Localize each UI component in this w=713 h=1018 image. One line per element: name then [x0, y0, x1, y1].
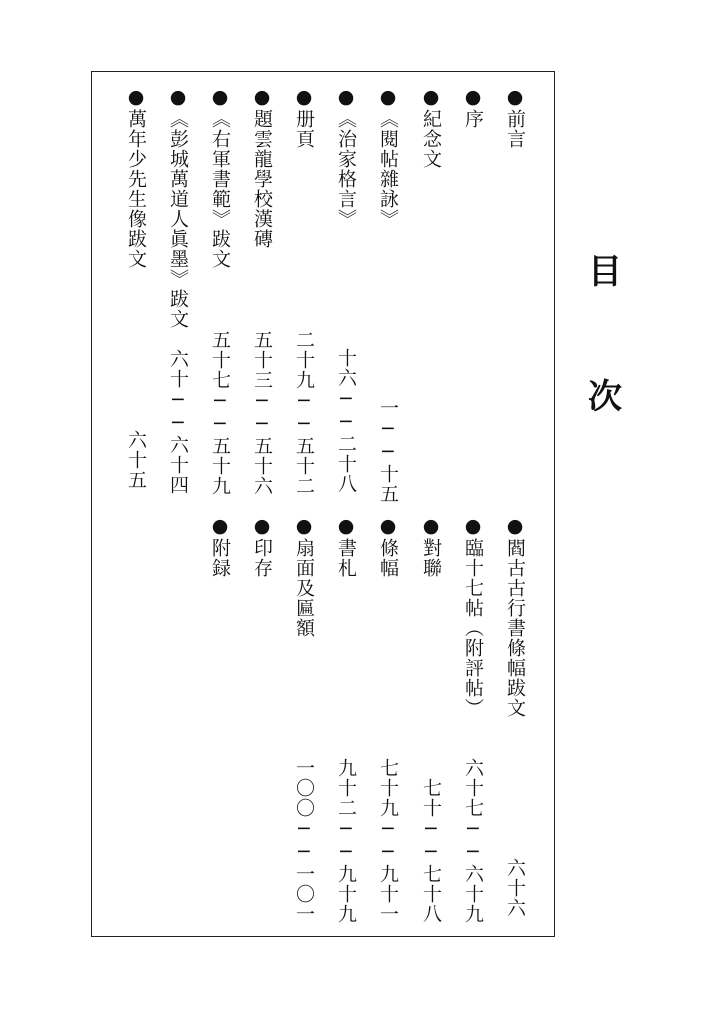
toc-entry-label: ●《彭城萬道人眞墨》跋文: [167, 86, 189, 329]
toc-entry-pages: 十六──二十八: [335, 348, 357, 494]
toc-entry-pages: 五十七──五十九: [209, 330, 231, 496]
toc-entry-label: ●對聯: [420, 515, 442, 578]
toc-entry-label: ●題雲龍學校漢磚: [251, 86, 273, 249]
toc-title-char-1: 目: [588, 252, 622, 292]
toc-entry-pages: 一〇〇──一〇一: [293, 758, 315, 924]
toc-entry-label: ●《治家格言》: [335, 86, 357, 229]
toc-entry-label: ●萬年少先生像跋文: [125, 86, 147, 269]
toc-entry-pages: 七十──七十八: [420, 778, 442, 924]
toc-entry-label: ●紀念文: [420, 86, 442, 169]
toc-entry-pages: 六十六: [504, 858, 526, 918]
toc-entry-pages: 六十五: [125, 430, 147, 490]
toc-entry-pages: 六十七──六十九: [462, 758, 484, 924]
toc-entry-label: ●附録: [209, 515, 231, 578]
toc-entry-label: ●書札: [335, 515, 357, 578]
toc-entry-label: ●扇面及匾額: [293, 515, 315, 638]
toc-entry-pages: 九十二──九十九: [335, 758, 357, 924]
toc-title-char-2: 次: [588, 377, 622, 417]
toc-entry-label: ●閻古古行書條幅跋文: [504, 515, 526, 718]
toc-entry-label: ●印存: [251, 515, 273, 578]
toc-entry-pages: 七十九──九十一: [377, 758, 399, 924]
toc-entry-label: ●條幅: [377, 515, 399, 578]
toc-entry-label: ●《右軍書範》跋文: [209, 86, 231, 269]
toc-entry-label: ●序: [462, 86, 484, 129]
toc-entry-label: ●《閱帖雜詠》: [377, 86, 399, 229]
toc-frame: [91, 71, 555, 937]
toc-entry-pages: 二十九──五十二: [293, 330, 315, 496]
toc-entry-pages: 五十三──五十六: [251, 330, 273, 496]
toc-entry-label: ●前言: [504, 86, 526, 149]
toc-entry-pages: 六十──六十四: [167, 349, 189, 495]
toc-entry-pages: 一──十五: [377, 398, 399, 504]
toc-entry-label: ●册頁: [293, 86, 315, 149]
toc-entry-label: ●臨十七帖（附評帖）: [462, 515, 484, 718]
